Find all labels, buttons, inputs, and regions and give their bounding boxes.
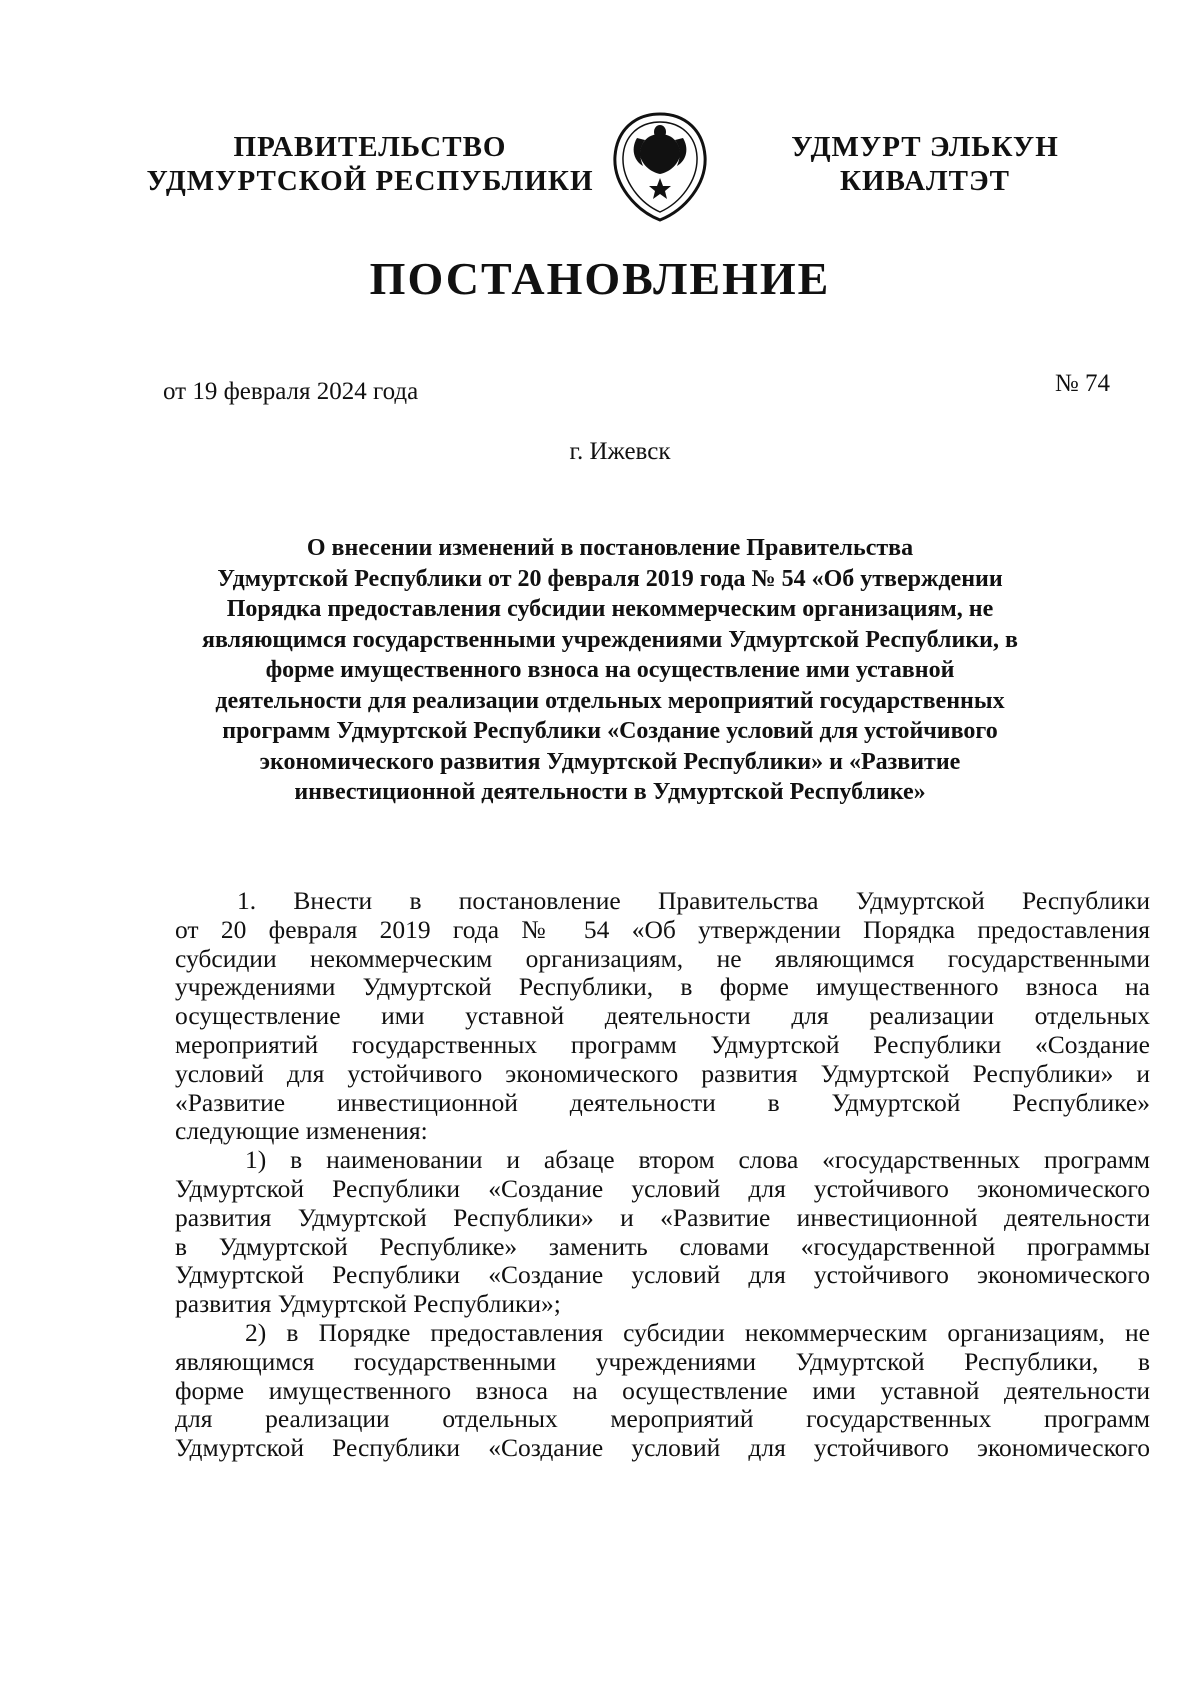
title-line: Порядка предоставления субсидии некоммерческим организациям, не: [226, 596, 994, 622]
body-line: учреждениями Удмуртской Республики, в форме имущественного взноса на: [175, 972, 1150, 1002]
body-line: для реализации отдельных мероприятий государственных программ: [175, 1404, 1150, 1434]
issuer-name-udmurt: [770, 130, 1080, 198]
body-line: развития Удмуртской Республики»;: [175, 1289, 561, 1319]
body-line: осуществление ими уставной деятельности для реализации отдельных: [175, 1001, 1150, 1031]
body-line: Удмуртской Республики «Создание условий для устойчивого экономического: [175, 1173, 1150, 1203]
document-city: г. Ижевск: [569, 438, 671, 465]
title-line: форме имущественного взноса на осуществление ими уставной: [265, 657, 955, 683]
issuer-line: УДМУРТ ЭЛЬКУН: [791, 131, 1059, 163]
body-line: являющимся государственными учреждениями Удмуртской Республики, в: [175, 1346, 1150, 1376]
body-line: форме имущественного взноса на осуществление ими уставной деятельности: [175, 1375, 1150, 1405]
title-line: инвестиционной деятельности в Удмуртской Республике»: [294, 779, 926, 805]
body-line: условий для устойчивого экономического развития Удмуртской Республики» и: [175, 1058, 1150, 1088]
body-line: мероприятий государственных программ Удмуртской Республики «Создание: [175, 1029, 1150, 1059]
body-line: субсидии некоммерческим организациям, не являющимся государственными: [175, 943, 1150, 973]
document-title: [150, 533, 1070, 808]
issuer-name-russian: [145, 130, 595, 198]
document-date: от 19 февраля 2024 года: [163, 378, 419, 405]
body-line: развития Удмуртской Республики» и «Развитие инвестиционной деятельности: [175, 1202, 1150, 1232]
issuer-line: УДМУРТСКОЙ РЕСПУБЛИКИ: [146, 165, 594, 197]
title-line: являющимся государственными учреждениями Удмуртской Республики, в: [202, 626, 1018, 653]
body-line: от 20 февраля 2019 года № 54 «Об утверждении Порядка предоставления: [175, 914, 1150, 944]
body-line: следующие изменения:: [175, 1116, 428, 1146]
body-line: Удмуртской Республики «Создание условий для устойчивого экономического: [175, 1433, 1150, 1463]
body-line: 1. Внести в постановление Правительства Удмуртской Республики: [237, 886, 1150, 915]
document-type: ПОСТАНОВЛЕНИЕ: [369, 253, 831, 304]
document-body: [175, 887, 1150, 1463]
title-line: Удмуртской Республики от 20 февраля 2019 года № 54 «Об утверждении: [217, 565, 1003, 592]
body-line: 1) в наименовании и абзаце втором слова «государственных программ: [245, 1145, 1150, 1175]
paragraph-3: [175, 1319, 1150, 1463]
title-line: экономического развития Удмуртской Республики» и «Развитие: [259, 748, 961, 775]
body-line: в Удмуртской Республике» заменить словами «государственной программы: [175, 1231, 1150, 1261]
paragraph-1: [175, 887, 1150, 1146]
body-line: Удмуртской Республики «Создание условий для устойчивого экономического: [175, 1260, 1150, 1290]
title-line: О внесении изменений в постановление Правительства: [306, 535, 914, 561]
paragraph-2: [175, 1146, 1150, 1319]
issuer-line: ПРАВИТЕЛЬСТВО: [233, 131, 507, 163]
issuer-line: КИВАЛТЭТ: [839, 165, 1010, 197]
title-line: программ Удмуртской Республики «Создание условий для устойчивого: [222, 718, 998, 744]
title-line: деятельности для реализации отдельных мероприятий государственных: [215, 687, 1005, 714]
document-number: № 74: [1054, 370, 1110, 397]
body-line: 2) в Порядке предоставления субсидии некоммерческим организациям, не: [245, 1317, 1150, 1347]
body-line: «Развитие инвестиционной деятельности в Удмуртской Республике»: [175, 1087, 1150, 1117]
coat-of-arms-icon: [605, 108, 715, 224]
